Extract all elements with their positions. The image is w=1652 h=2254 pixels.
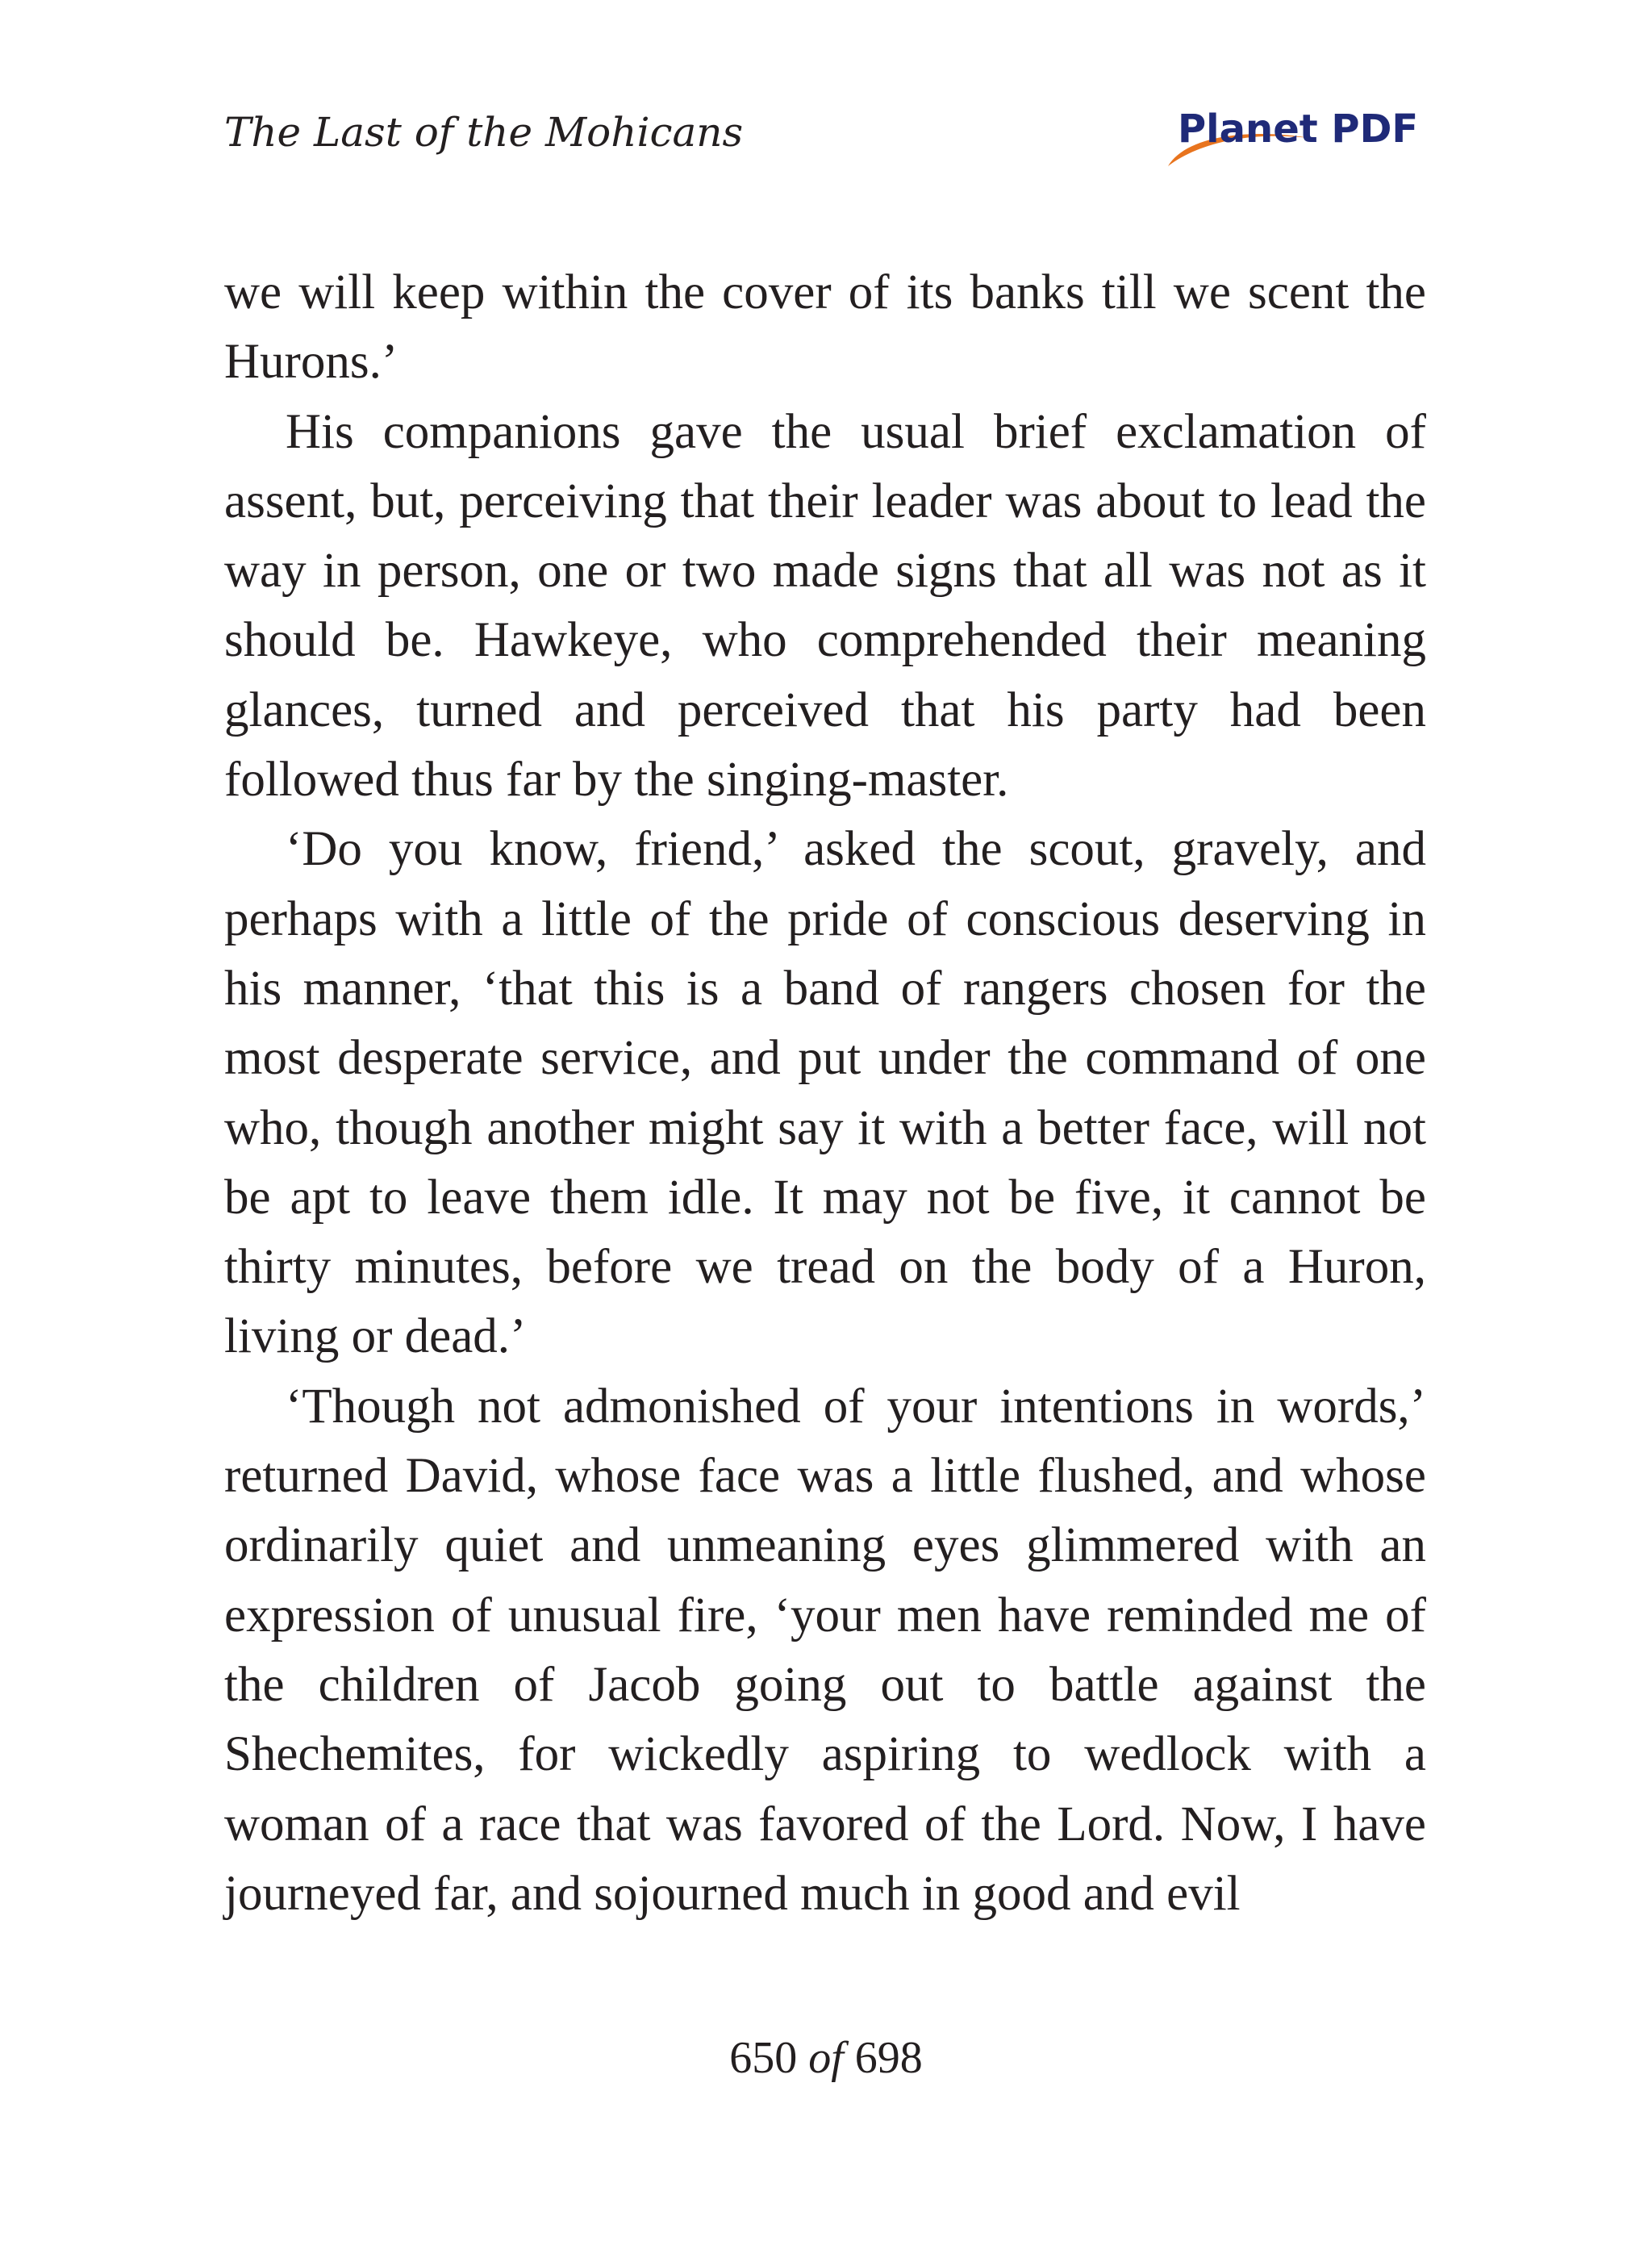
body-text [224,258,1426,1929]
paragraph: ‘Though not admonished of your intentions in words,’ returned David, whose face was a little flushed, and whose ordinarily quiet and unmeaning eyes glimmered with an expression of unusual fire, ‘your men have reminded me of the children of Jacob going out to battle against the Shechemites, for wickedly aspiring to wedlock with a woman of a race that was favored of the Lord. Now, I have journeyed far, and sojourned much in good and evil [224,1379,1426,1921]
total-pages: 698 [854,2033,923,2083]
page-number [0,2030,1652,2086]
of-word: of [808,2033,844,2083]
current-page: 650 [729,2033,798,2083]
book-title: The Last of the Mohicans [224,109,744,156]
paragraph: we will keep within the cover of its banks till we scent the Hurons.’ [224,265,1426,390]
paragraph: ‘Do you know, friend,’ asked the scout, gravely, and perhaps with a little of the pride of conscious deserving in his manner, ‘that this is a band of rangers chosen for the most desperate service, and put under the command of one who, though another might say it with a better face, will not be apt to leave them idle. It may not be five, it cannot be thirty minutes, before we tread on the body of a Huron, living or dead.’ [224,822,1426,1364]
paragraph: His companions gave the usual brief exclamation of assent, but, perceiving that their leader was about to lead the way in person, one or two made signs that all was not as it should be. Hawkeye, who comprehended their meaning glances, turned and perceived that his party had been followed thus far by the singing-master. [224,404,1426,808]
logo-text: Planet PDF [1178,106,1419,152]
planet-pdf-logo [1162,103,1420,168]
